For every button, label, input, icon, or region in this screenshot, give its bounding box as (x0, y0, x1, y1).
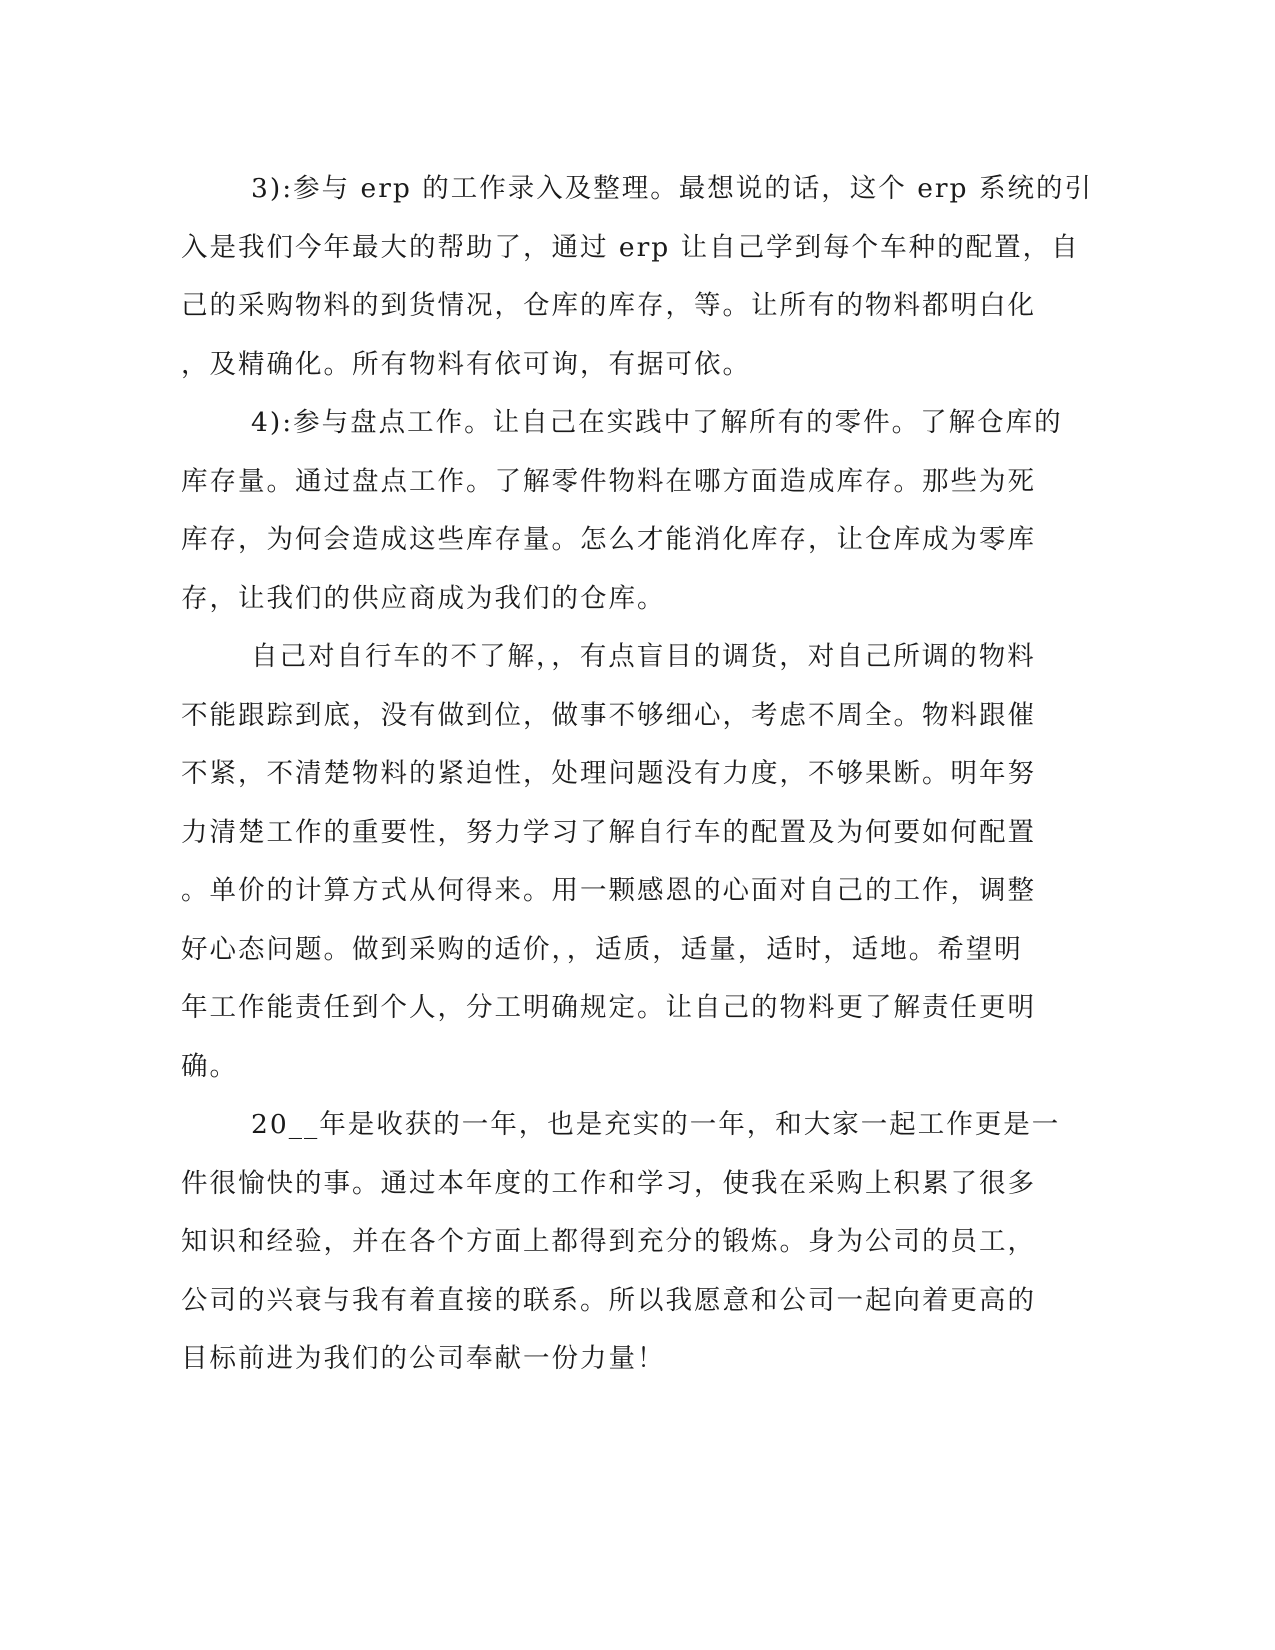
text-line: 存，让我们的供应商成为我们的仓库。 (181, 582, 666, 614)
text-line: 。单价的计算方式从何得来。用一颗感恩的心面对自己的工作，调整 (181, 875, 1036, 906)
paragraph-conclusion (181, 1096, 1061, 1389)
text-line: 入是我们今年最大的帮助了，通过 erp 让自己学到每个车种的配置，自 (181, 231, 1080, 263)
text-line: 目标前进为我们的公司奉献一份力量！ (181, 1343, 666, 1374)
text-line: 确。 (181, 1050, 238, 1082)
text-line: 好心态问题。做到采购的适价，，适质，适量，适时，适地。希望明 (181, 933, 1023, 965)
document-body (181, 160, 1093, 1389)
text-line: 公司的兴衰与我有着直接的联系。所以我愿意和公司一起向着更高的 (181, 1284, 1036, 1316)
text-line: ，及精确化。所有物料有依可询，有据可依。 (181, 348, 751, 380)
paragraph-erp (181, 160, 1093, 394)
text-line: 4):参与盘点工作。让自己在实践中了解所有的零件。了解仓库的 (251, 407, 1063, 438)
text-line: 库存，为何会造成这些库存量。怎么才能消化库存，让仓库成为零库 (181, 524, 1036, 555)
text-line: 20__年是收获的一年，也是充实的一年，和大家一起工作更是一 (251, 1109, 1061, 1140)
text-line: 库存量。通过盘点工作。了解零件物料在哪方面造成库存。那些为死 (181, 465, 1036, 497)
text-line: 自己对自行车的不了解，，有点盲目的调货，对自己所调的物料 (251, 641, 1036, 672)
text-line: 年工作能责任到个人，分工明确规定。让自己的物料更了解责任更明 (181, 992, 1036, 1023)
text-line: 力清楚工作的重要性，努力学习了解自行车的配置及为何要如何配置 (181, 816, 1036, 848)
text-line: 不能跟踪到底，没有做到位，做事不够细心，考虑不周全。物料跟催 (181, 699, 1036, 731)
paragraph-inventory (181, 394, 1063, 628)
text-line: 件很愉快的事。通过本年度的工作和学习，使我在采购上积累了很多 (181, 1167, 1036, 1199)
text-line: 己的采购物料的到货情况，仓库的库存，等。让所有的物料都明白化 (181, 290, 1036, 321)
text-line: 3):参与 erp 的工作录入及整理。最想说的话，这个 erp 系统的引 (251, 173, 1093, 204)
text-line: 知识和经验，并在各个方面上都得到充分的锻炼。身为公司的员工， (181, 1226, 1036, 1257)
text-line: 不紧，不清楚物料的紧迫性，处理问题没有力度，不够果断。明年努 (181, 758, 1036, 789)
paragraph-shortcomings (181, 628, 1036, 1096)
